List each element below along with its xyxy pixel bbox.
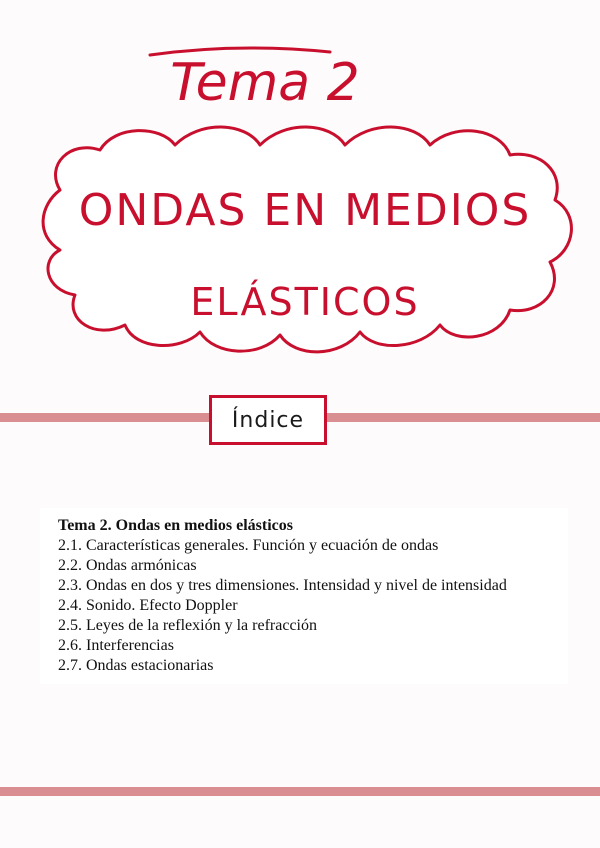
list-item: 2.1. Características generales. Función y ecuación de ondas [58, 537, 439, 554]
contents-list [58, 536, 568, 676]
list-item: 2.4. Sonido. Efecto Doppler [58, 597, 238, 614]
contents-title: Tema 2. Ondas en medios elásticos [58, 517, 293, 534]
list-item: 2.3. Ondas en dos y tres dimensiones. Intensidad y nivel de intensidad [58, 577, 507, 594]
title-area [0, 0, 600, 400]
title-line-2: ELÁSTICOS [190, 280, 420, 324]
bottom-divider-bar [0, 787, 600, 796]
index-label: Índice [231, 407, 305, 433]
list-item: 2.6. Interferencias [58, 637, 174, 654]
list-item: 2.5. Leyes de la reflexión y la refracción [58, 617, 317, 634]
title-line-1: ONDAS EN MEDIOS [78, 185, 532, 236]
list-item: 2.7. Ondas estacionarias [58, 657, 214, 674]
list-item: 2.2. Ondas armónicas [58, 557, 197, 574]
tema-heading: Tema 2 [170, 53, 360, 113]
table-of-contents [40, 508, 568, 684]
index-box [209, 395, 327, 445]
